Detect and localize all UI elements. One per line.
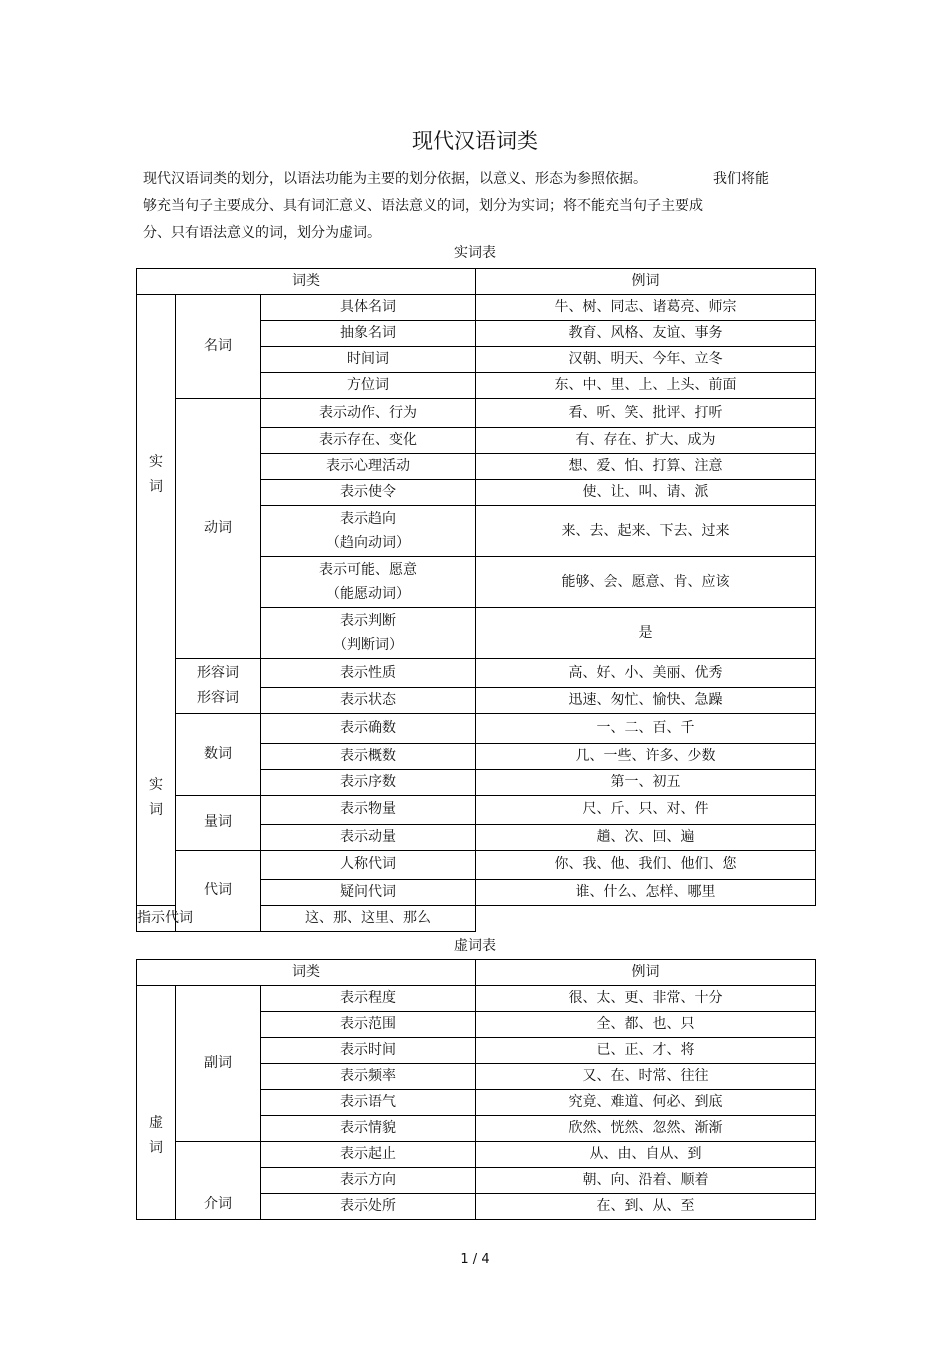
examples: 尺、斤、只、对、件 (476, 795, 816, 824)
examples: 很、太、更、非常、十分 (476, 986, 816, 1012)
examples: 使、让、叫、请、派 (476, 480, 816, 506)
subclass (261, 506, 476, 557)
subclass: 表示处所 (261, 1194, 476, 1220)
subclass: 方位词 (261, 373, 476, 399)
examples: 看、听、笑、批评、打听 (476, 399, 816, 428)
examples: 这、那、这里、那么 (261, 906, 476, 932)
subclass: 表示情貌 (261, 1116, 476, 1142)
group-char: 词 (149, 802, 163, 818)
examples: 从、由、自从、到 (476, 1142, 816, 1168)
subclass: 表示状态 (261, 688, 476, 714)
subclass: 表示语气 (261, 1090, 476, 1116)
examples: 在、到、从、至 (476, 1194, 816, 1220)
group-label-content-words (137, 295, 176, 906)
header-examples: 例词 (476, 960, 816, 986)
class-adjective (176, 659, 261, 714)
intro-text-1b: 我们将能 (713, 171, 769, 187)
examples: 你、我、他、我们、他们、您 (476, 850, 816, 879)
group-char: 词 (149, 479, 163, 495)
subclass: 抽象名词 (261, 321, 476, 347)
intro-line-2: 够充当句子主要成分、具有词汇意义、语法意义的词，划分为实词；将不能充当句子主要成 (143, 198, 703, 214)
subclass-line: （判断词） (333, 637, 404, 654)
examples: 朝、向、沿着、顺着 (476, 1168, 816, 1194)
examples: 汉朝、明天、今年、立冬 (476, 347, 816, 373)
intro-text-1a: 现代汉语词类的划分，以语法功能为主要的划分依据，以意义、形态为参照依据。 (143, 171, 647, 187)
examples: 迅速、匆忙、愉快、急躁 (476, 688, 816, 714)
examples: 又、在、时常、往往 (476, 1064, 816, 1090)
subclass (261, 608, 476, 659)
examples: 牛、树、同志、诸葛亮、师宗 (476, 295, 816, 321)
subclass: 表示程度 (261, 986, 476, 1012)
examples: 想、爱、怕、打算、注意 (476, 454, 816, 480)
subclass: 表示范围 (261, 1012, 476, 1038)
subclass: 疑问代词 (261, 880, 476, 906)
intro-line-3: 分、只有语法意义的词，划分为虚词。 (143, 225, 381, 241)
header-category: 词类 (137, 269, 476, 295)
subclass-line: （趋向动词） (326, 535, 411, 552)
subclass: 时间词 (261, 347, 476, 373)
class-adverb: 副词 (176, 986, 261, 1142)
examples: 谁、什么、怎样、哪里 (476, 880, 816, 906)
examples: 来、去、起来、下去、过来 (476, 506, 816, 557)
table2-caption: 虚词表 (454, 938, 496, 954)
table-row (137, 399, 816, 428)
class-pronoun: 代词 (176, 850, 261, 931)
subclass: 表示频率 (261, 1064, 476, 1090)
table-row (137, 795, 816, 824)
examples: 欣然、恍然、忽然、渐渐 (476, 1116, 816, 1142)
examples: 教育、风格、友谊、事务 (476, 321, 816, 347)
subclass: 表示起止 (261, 1142, 476, 1168)
group-label-function-words (137, 986, 176, 1220)
subclass: 表示确数 (261, 714, 476, 743)
examples: 高、好、小、美丽、优秀 (476, 659, 816, 688)
intro-line-1 (143, 166, 823, 193)
examples: 趟、次、回、遍 (476, 824, 816, 850)
table-row (137, 1142, 816, 1168)
group-char: 虚 (149, 1115, 163, 1131)
class-numeral: 数词 (176, 714, 261, 795)
subclass: 表示方向 (261, 1168, 476, 1194)
group-char: 实 (149, 777, 163, 793)
subclass-line: 表示判断 (340, 613, 397, 630)
header-examples: 例词 (476, 269, 816, 295)
class-preposition: 介词 (176, 1142, 261, 1220)
examples: 有、存在、扩大、成为 (476, 428, 816, 454)
class-label-line: 形容词 (197, 690, 239, 707)
subclass: 表示物量 (261, 795, 476, 824)
class-verb: 动词 (176, 399, 261, 659)
class-label-line: 形容词 (197, 665, 239, 682)
subclass: 表示心理活动 (261, 454, 476, 480)
group-char: 实 (149, 454, 163, 470)
table1-caption: 实词表 (454, 245, 496, 261)
content-words-table (136, 268, 816, 932)
examples: 第一、初五 (476, 769, 816, 795)
page-title: 现代汉语词类 (412, 129, 538, 153)
subclass-line: （能愿动词） (326, 586, 411, 603)
subclass: 表示概数 (261, 743, 476, 769)
examples: 全、都、也、只 (476, 1012, 816, 1038)
function-words-table (136, 959, 816, 1220)
examples: 已、正、才、将 (476, 1038, 816, 1064)
examples: 究竟、难道、何必、到底 (476, 1090, 816, 1116)
subclass: 表示存在、变化 (261, 428, 476, 454)
subclass: 表示性质 (261, 659, 476, 688)
subclass: 表示使令 (261, 480, 476, 506)
table-row (137, 714, 816, 743)
class-measure: 量词 (176, 795, 261, 850)
table-row (137, 659, 816, 688)
examples: 能够、会、愿意、肯、应该 (476, 557, 816, 608)
subclass: 指示代词 (137, 906, 176, 932)
subclass: 表示时间 (261, 1038, 476, 1064)
table-header-row (137, 269, 816, 295)
examples: 几、一些、许多、少数 (476, 743, 816, 769)
subclass: 表示动量 (261, 824, 476, 850)
subclass: 表示动作、行为 (261, 399, 476, 428)
page-indicator: 1 / 4 (460, 1252, 490, 1267)
examples: 东、中、里、上、上头、前面 (476, 373, 816, 399)
table-row (137, 295, 816, 321)
table-row (137, 850, 816, 879)
subclass: 具体名词 (261, 295, 476, 321)
subclass-line: 表示可能、愿意 (319, 562, 418, 579)
subclass: 表示序数 (261, 769, 476, 795)
group-char: 词 (149, 1140, 163, 1156)
intro-paragraph (143, 166, 823, 247)
examples: 是 (476, 608, 816, 659)
class-noun: 名词 (176, 295, 261, 399)
table-row (137, 986, 816, 1012)
subclass-line: 表示趋向 (340, 511, 397, 528)
subclass: 人称代词 (261, 850, 476, 879)
table-header-row (137, 960, 816, 986)
header-category: 词类 (137, 960, 476, 986)
subclass (261, 557, 476, 608)
examples: 一、二、百、千 (476, 714, 816, 743)
